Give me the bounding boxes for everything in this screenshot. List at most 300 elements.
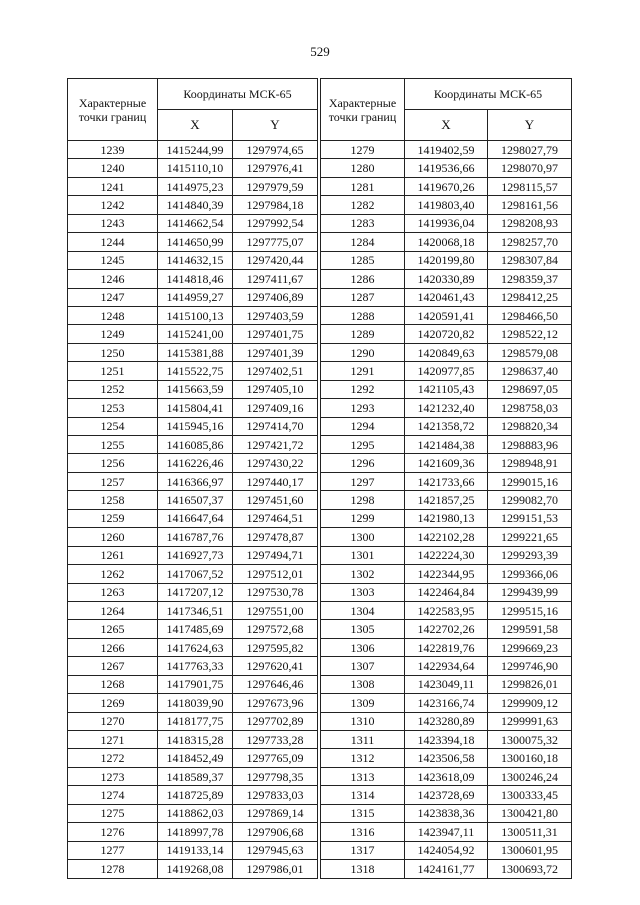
table-row: [68, 638, 318, 656]
page-number: 529: [310, 44, 330, 59]
coord-x: 1416647,64: [158, 509, 233, 527]
coord-x: 1422934,64: [405, 657, 488, 675]
table-row: [321, 177, 572, 195]
coord-x: 1419268,08: [158, 860, 233, 878]
coordinates-table-right: [320, 78, 572, 879]
point-number: 1274: [68, 786, 158, 804]
point-number: 1302: [321, 565, 405, 583]
coord-y: 1297464,51: [233, 509, 318, 527]
coord-x: 1415663,59: [158, 380, 233, 398]
table-row: [68, 306, 318, 324]
point-number: 1242: [68, 196, 158, 214]
table-row: [321, 804, 572, 822]
table-row: [321, 362, 572, 380]
coord-y: 1300421,80: [488, 804, 572, 822]
coord-x: 1420720,82: [405, 325, 488, 343]
point-number: 1239: [68, 141, 158, 159]
coord-y: 1299991,63: [488, 712, 572, 730]
coord-y: 1299669,23: [488, 638, 572, 656]
coord-x: 1421980,13: [405, 509, 488, 527]
header-coordinates: Координаты МСК-65: [158, 79, 318, 110]
coord-y: 1297409,16: [233, 399, 318, 417]
coord-x: 1417207,12: [158, 583, 233, 601]
point-number: 1259: [68, 509, 158, 527]
table-row: [321, 565, 572, 583]
coord-y: 1298257,70: [488, 233, 572, 251]
table-row: [68, 767, 318, 785]
table-row: [321, 731, 572, 749]
table-row: [68, 620, 318, 638]
coord-y: 1299015,16: [488, 472, 572, 490]
table-row: [321, 509, 572, 527]
point-number: 1260: [68, 528, 158, 546]
coord-y: 1299909,12: [488, 694, 572, 712]
header-x: X: [405, 110, 488, 141]
coord-y: 1297775,07: [233, 233, 318, 251]
table-row: [321, 583, 572, 601]
coord-x: 1420068,18: [405, 233, 488, 251]
table-row: [68, 804, 318, 822]
point-number: 1286: [321, 270, 405, 288]
coord-x: 1422819,76: [405, 638, 488, 656]
point-number: 1249: [68, 325, 158, 343]
coord-y: 1297869,14: [233, 804, 318, 822]
point-number: 1251: [68, 362, 158, 380]
table-row: [321, 399, 572, 417]
coord-y: 1297421,72: [233, 436, 318, 454]
coord-y: 1297401,39: [233, 343, 318, 361]
table-row: [321, 620, 572, 638]
table-row: [68, 141, 318, 159]
coord-x: 1419133,14: [158, 841, 233, 859]
coord-y: 1297478,87: [233, 528, 318, 546]
point-number: 1301: [321, 546, 405, 564]
coord-x: 1418589,37: [158, 767, 233, 785]
point-number: 1266: [68, 638, 158, 656]
coord-x: 1418725,89: [158, 786, 233, 804]
point-number: 1310: [321, 712, 405, 730]
table-row: [68, 472, 318, 490]
table-row: [321, 436, 572, 454]
table-row: [321, 528, 572, 546]
coord-y: 1297440,17: [233, 472, 318, 490]
point-number: 1276: [68, 823, 158, 841]
point-number: 1317: [321, 841, 405, 859]
coord-y: 1299746,90: [488, 657, 572, 675]
point-number: 1303: [321, 583, 405, 601]
coord-x: 1419670,26: [405, 177, 488, 195]
coord-x: 1420199,80: [405, 251, 488, 269]
header-coordinates: Координаты МСК-65: [405, 79, 572, 110]
coord-y: 1300601,95: [488, 841, 572, 859]
point-number: 1270: [68, 712, 158, 730]
table-row: [68, 214, 318, 232]
table-row: [321, 675, 572, 693]
coord-y: 1298412,25: [488, 288, 572, 306]
table-row: [321, 546, 572, 564]
coord-x: 1420591,41: [405, 306, 488, 324]
table-row: [321, 657, 572, 675]
coord-x: 1420461,43: [405, 288, 488, 306]
coord-y: 1299293,39: [488, 546, 572, 564]
coord-y: 1300333,45: [488, 786, 572, 804]
coord-y: 1297974,65: [233, 141, 318, 159]
point-number: 1243: [68, 214, 158, 232]
coord-x: 1419803,40: [405, 196, 488, 214]
table-row: [68, 233, 318, 251]
coord-y: 1297906,68: [233, 823, 318, 841]
coord-y: 1299082,70: [488, 491, 572, 509]
coord-y: 1297702,89: [233, 712, 318, 730]
coord-y: 1298579,08: [488, 343, 572, 361]
point-number: 1247: [68, 288, 158, 306]
coord-y: 1297979,59: [233, 177, 318, 195]
table-row: [68, 196, 318, 214]
point-number: 1318: [321, 860, 405, 878]
point-number: 1283: [321, 214, 405, 232]
point-number: 1264: [68, 601, 158, 619]
coord-y: 1297402,51: [233, 362, 318, 380]
coord-x: 1415522,75: [158, 362, 233, 380]
table-row: [321, 712, 572, 730]
point-number: 1278: [68, 860, 158, 878]
coord-y: 1298522,12: [488, 325, 572, 343]
table-row: [68, 509, 318, 527]
point-number: 1269: [68, 694, 158, 712]
point-number: 1287: [321, 288, 405, 306]
header-points: Характерные точки границ: [68, 79, 158, 141]
coord-y: 1300693,72: [488, 860, 572, 878]
coord-x: 1420330,89: [405, 270, 488, 288]
coord-x: 1418862,03: [158, 804, 233, 822]
coord-y: 1297551,00: [233, 601, 318, 619]
coord-y: 1297646,46: [233, 675, 318, 693]
coord-y: 1297403,59: [233, 306, 318, 324]
table-row: [321, 306, 572, 324]
coord-y: 1298027,79: [488, 141, 572, 159]
coord-y: 1299366,06: [488, 565, 572, 583]
coord-y: 1298697,05: [488, 380, 572, 398]
table-row: [68, 491, 318, 509]
coord-x: 1421358,72: [405, 417, 488, 435]
table-row: [68, 583, 318, 601]
coord-x: 1414818,46: [158, 270, 233, 288]
table-row: [68, 841, 318, 859]
coord-x: 1423838,36: [405, 804, 488, 822]
coord-x: 1414959,27: [158, 288, 233, 306]
point-number: 1306: [321, 638, 405, 656]
point-number: 1312: [321, 749, 405, 767]
table-row: [321, 749, 572, 767]
point-number: 1275: [68, 804, 158, 822]
header-y: Y: [233, 110, 318, 141]
coord-y: 1300246,24: [488, 767, 572, 785]
coord-x: 1418177,75: [158, 712, 233, 730]
coord-x: 1422702,26: [405, 620, 488, 638]
coordinates-table-left: [67, 78, 318, 879]
point-number: 1240: [68, 159, 158, 177]
coord-x: 1424054,92: [405, 841, 488, 859]
table-row: [321, 601, 572, 619]
table-row: [68, 159, 318, 177]
coord-y: 1299439,99: [488, 583, 572, 601]
point-number: 1305: [321, 620, 405, 638]
point-number: 1253: [68, 399, 158, 417]
coord-x: 1415945,16: [158, 417, 233, 435]
point-number: 1245: [68, 251, 158, 269]
point-number: 1311: [321, 731, 405, 749]
coord-x: 1421105,43: [405, 380, 488, 398]
coord-x: 1422583,95: [405, 601, 488, 619]
coord-x: 1414662,54: [158, 214, 233, 232]
table-row: [321, 325, 572, 343]
coord-x: 1416927,73: [158, 546, 233, 564]
point-number: 1273: [68, 767, 158, 785]
coord-y: 1299515,16: [488, 601, 572, 619]
coord-y: 1300511,31: [488, 823, 572, 841]
point-number: 1244: [68, 233, 158, 251]
coord-x: 1418315,28: [158, 731, 233, 749]
coord-x: 1420849,63: [405, 343, 488, 361]
point-number: 1277: [68, 841, 158, 859]
table-row: [68, 823, 318, 841]
point-number: 1248: [68, 306, 158, 324]
coord-y: 1297976,41: [233, 159, 318, 177]
point-number: 1258: [68, 491, 158, 509]
coord-y: 1297986,01: [233, 860, 318, 878]
coord-y: 1297798,35: [233, 767, 318, 785]
point-number: 1272: [68, 749, 158, 767]
coord-x: 1416507,37: [158, 491, 233, 509]
point-number: 1280: [321, 159, 405, 177]
coord-x: 1415110,10: [158, 159, 233, 177]
coord-x: 1422344,95: [405, 565, 488, 583]
coord-x: 1414632,15: [158, 251, 233, 269]
coord-x: 1423947,11: [405, 823, 488, 841]
header-y: Y: [488, 110, 572, 141]
table-row: [68, 694, 318, 712]
point-number: 1241: [68, 177, 158, 195]
header-x: X: [158, 110, 233, 141]
coord-y: 1298948,91: [488, 454, 572, 472]
coord-y: 1299826,01: [488, 675, 572, 693]
coord-x: 1420977,85: [405, 362, 488, 380]
coord-x: 1416366,97: [158, 472, 233, 490]
table-row: [68, 270, 318, 288]
coord-x: 1422102,28: [405, 528, 488, 546]
coord-y: 1297833,03: [233, 786, 318, 804]
point-number: 1254: [68, 417, 158, 435]
table-row: [68, 343, 318, 361]
table-row: [68, 860, 318, 878]
point-number: 1290: [321, 343, 405, 361]
table-row: [321, 694, 572, 712]
coord-y: 1297765,09: [233, 749, 318, 767]
table-row: [321, 196, 572, 214]
coord-x: 1415241,00: [158, 325, 233, 343]
coord-x: 1414975,23: [158, 177, 233, 195]
point-number: 1279: [321, 141, 405, 159]
coord-y: 1297406,89: [233, 288, 318, 306]
table-row: [321, 454, 572, 472]
point-number: 1289: [321, 325, 405, 343]
coord-y: 1298161,56: [488, 196, 572, 214]
point-number: 1262: [68, 565, 158, 583]
coord-x: 1423618,09: [405, 767, 488, 785]
table-row: [68, 565, 318, 583]
point-number: 1296: [321, 454, 405, 472]
coord-x: 1419536,66: [405, 159, 488, 177]
coord-y: 1297530,78: [233, 583, 318, 601]
coord-x: 1423506,58: [405, 749, 488, 767]
point-number: 1256: [68, 454, 158, 472]
coord-y: 1298208,93: [488, 214, 572, 232]
table-row: [68, 177, 318, 195]
coord-x: 1416226,46: [158, 454, 233, 472]
coord-x: 1415244,99: [158, 141, 233, 159]
table-row: [321, 472, 572, 490]
coord-y: 1298466,50: [488, 306, 572, 324]
point-number: 1268: [68, 675, 158, 693]
point-number: 1313: [321, 767, 405, 785]
coord-y: 1297414,70: [233, 417, 318, 435]
coord-y: 1299591,58: [488, 620, 572, 638]
coord-y: 1298820,34: [488, 417, 572, 435]
point-number: 1316: [321, 823, 405, 841]
point-number: 1314: [321, 786, 405, 804]
point-number: 1298: [321, 491, 405, 509]
point-number: 1299: [321, 509, 405, 527]
table-body-right: [321, 141, 572, 879]
point-number: 1267: [68, 657, 158, 675]
coord-x: 1417624,63: [158, 638, 233, 656]
table-row: [321, 491, 572, 509]
coord-x: 1419402,59: [405, 141, 488, 159]
point-number: 1281: [321, 177, 405, 195]
header-points: Характерные точки границ: [321, 79, 405, 141]
coord-y: 1297945,63: [233, 841, 318, 859]
table-row: [68, 675, 318, 693]
coord-y: 1297420,44: [233, 251, 318, 269]
coord-x: 1416787,76: [158, 528, 233, 546]
coord-x: 1421484,38: [405, 436, 488, 454]
point-number: 1307: [321, 657, 405, 675]
table-row: [68, 399, 318, 417]
coord-x: 1423728,69: [405, 786, 488, 804]
coord-x: 1419936,04: [405, 214, 488, 232]
coord-y: 1297430,22: [233, 454, 318, 472]
table-row: [321, 638, 572, 656]
point-number: 1265: [68, 620, 158, 638]
coord-x: 1421232,40: [405, 399, 488, 417]
table-row: [321, 380, 572, 398]
coord-y: 1298307,84: [488, 251, 572, 269]
point-number: 1263: [68, 583, 158, 601]
table-row: [321, 417, 572, 435]
coord-x: 1423280,89: [405, 712, 488, 730]
point-number: 1246: [68, 270, 158, 288]
table-row: [321, 841, 572, 859]
coord-x: 1417485,69: [158, 620, 233, 638]
coord-x: 1415381,88: [158, 343, 233, 361]
point-number: 1293: [321, 399, 405, 417]
coord-x: 1418452,49: [158, 749, 233, 767]
coord-x: 1417067,52: [158, 565, 233, 583]
table-row: [321, 251, 572, 269]
table-row: [321, 159, 572, 177]
table-row: [68, 712, 318, 730]
table-row: [68, 657, 318, 675]
coord-x: 1423049,11: [405, 675, 488, 693]
coord-y: 1297405,10: [233, 380, 318, 398]
coord-y: 1297451,60: [233, 491, 318, 509]
coord-x: 1415100,13: [158, 306, 233, 324]
coord-y: 1299151,53: [488, 509, 572, 527]
coord-y: 1298883,96: [488, 436, 572, 454]
point-number: 1257: [68, 472, 158, 490]
point-number: 1282: [321, 196, 405, 214]
coord-y: 1297620,41: [233, 657, 318, 675]
table-row: [321, 786, 572, 804]
point-number: 1294: [321, 417, 405, 435]
coord-x: 1423166,74: [405, 694, 488, 712]
table-row: [68, 417, 318, 435]
coord-x: 1418997,78: [158, 823, 233, 841]
table-row: [68, 749, 318, 767]
coord-y: 1298359,37: [488, 270, 572, 288]
coord-y: 1298070,97: [488, 159, 572, 177]
coord-y: 1297494,71: [233, 546, 318, 564]
coord-y: 1299221,65: [488, 528, 572, 546]
point-number: 1304: [321, 601, 405, 619]
coord-x: 1417901,75: [158, 675, 233, 693]
point-number: 1292: [321, 380, 405, 398]
coord-y: 1297572,68: [233, 620, 318, 638]
coord-x: 1417763,33: [158, 657, 233, 675]
table-row: [68, 528, 318, 546]
coord-y: 1300075,32: [488, 731, 572, 749]
table-row: [321, 288, 572, 306]
table-row: [321, 860, 572, 878]
coord-y: 1297733,28: [233, 731, 318, 749]
table-row: [68, 325, 318, 343]
table-row: [68, 786, 318, 804]
coord-y: 1297984,18: [233, 196, 318, 214]
point-number: 1285: [321, 251, 405, 269]
table-row: [68, 436, 318, 454]
table-body-left: [68, 141, 318, 879]
table-row: [68, 362, 318, 380]
coord-x: 1421857,25: [405, 491, 488, 509]
coord-y: 1297992,54: [233, 214, 318, 232]
coord-x: 1414840,39: [158, 196, 233, 214]
table-row: [68, 251, 318, 269]
point-number: 1284: [321, 233, 405, 251]
table-row: [321, 823, 572, 841]
coord-y: 1297512,01: [233, 565, 318, 583]
coord-y: 1298758,03: [488, 399, 572, 417]
point-number: 1271: [68, 731, 158, 749]
coord-y: 1297595,82: [233, 638, 318, 656]
coord-x: 1424161,77: [405, 860, 488, 878]
coord-y: 1298115,57: [488, 177, 572, 195]
point-number: 1300: [321, 528, 405, 546]
coord-x: 1414650,99: [158, 233, 233, 251]
coord-x: 1423394,18: [405, 731, 488, 749]
table-row: [321, 233, 572, 251]
table-row: [68, 546, 318, 564]
table-row: [68, 731, 318, 749]
